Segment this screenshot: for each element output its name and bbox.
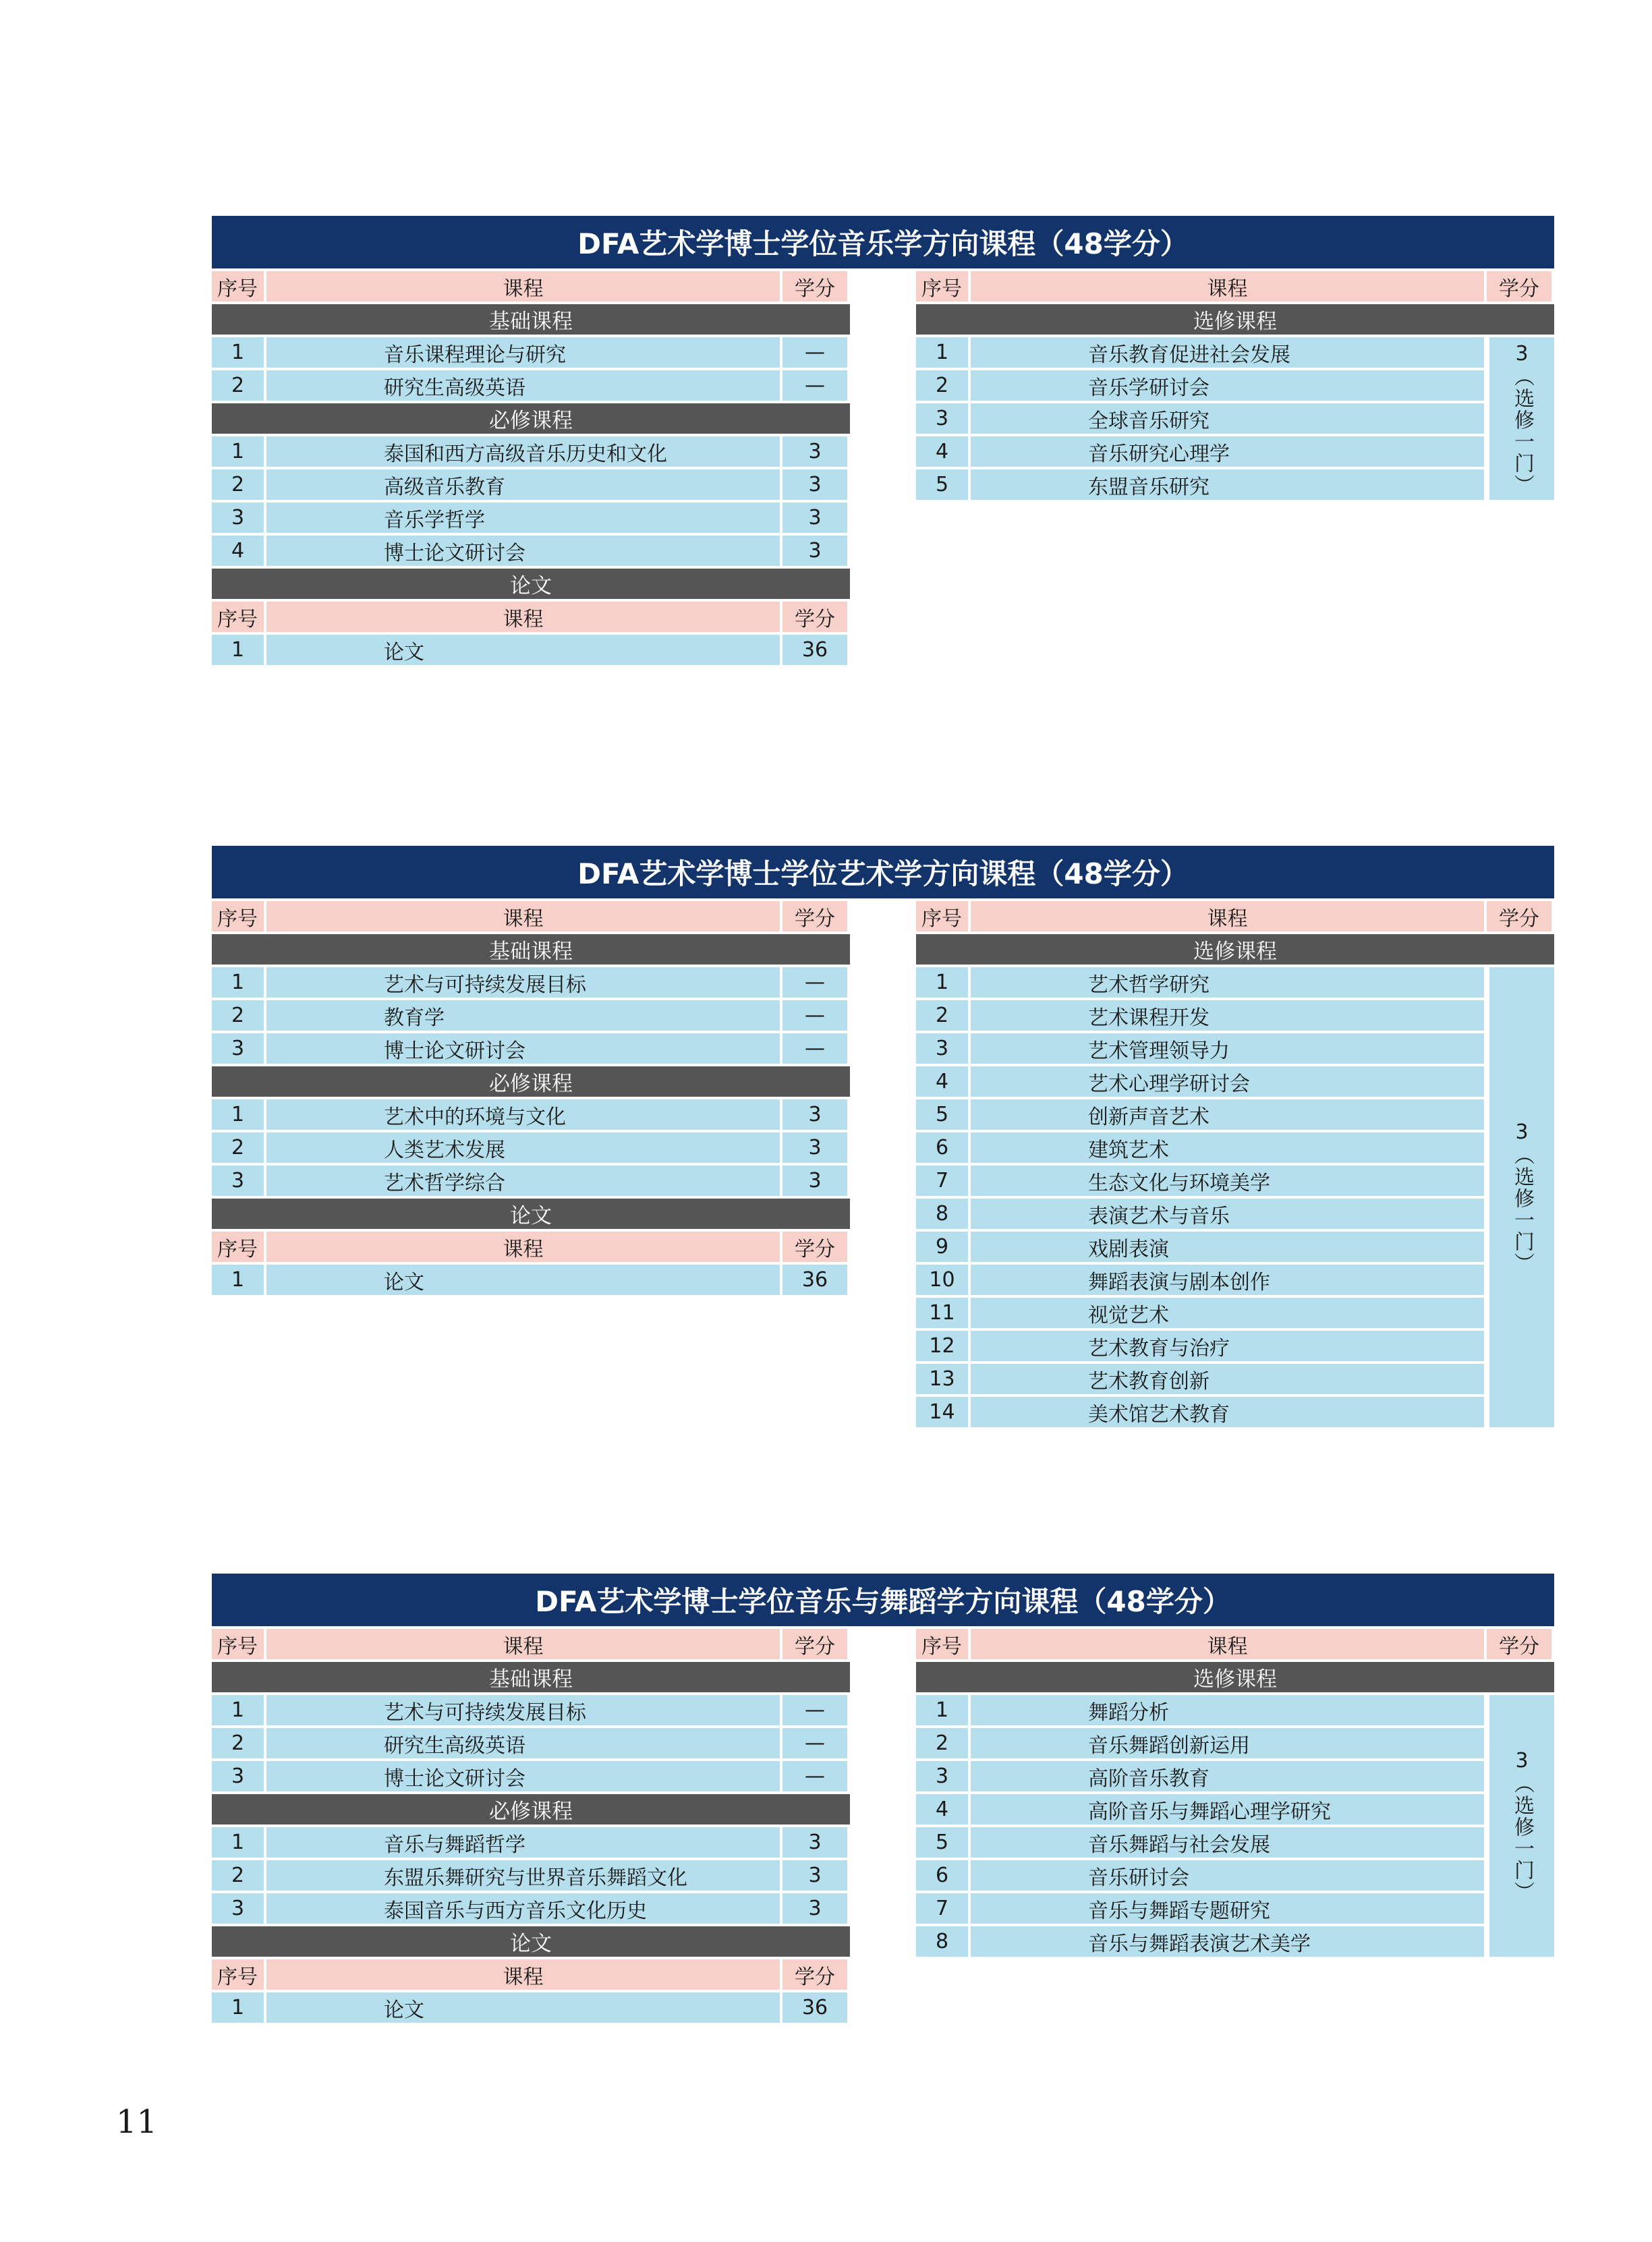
row-index: 3 (212, 502, 264, 533)
elective-table (916, 1629, 1554, 1957)
table-header-row (212, 271, 850, 301)
row-course: 艺术与可持续发展目标 (266, 1695, 780, 1725)
row-index: 6 (916, 1860, 968, 1891)
row-credit: — (782, 1033, 847, 1064)
row-index: 5 (916, 1827, 968, 1858)
section-label: 必修课程 (212, 403, 850, 434)
header-credit: 学分 (1487, 271, 1551, 301)
row-index: 3 (212, 1761, 264, 1791)
row-course: 高阶音乐教育 (971, 1761, 1484, 1791)
section-label: 论文 (212, 1199, 850, 1229)
row-index: 7 (916, 1893, 968, 1924)
table-row (212, 1265, 850, 1295)
table-header-row (916, 271, 1554, 301)
row-index: 11 (916, 1298, 968, 1328)
table-header-row (916, 901, 1554, 931)
table-row (212, 1992, 850, 2023)
elective-table (916, 901, 1554, 1427)
table-row (916, 1794, 1487, 1824)
row-index: 2 (212, 1728, 264, 1758)
row-credit: — (782, 1695, 847, 1725)
table-row (916, 1827, 1487, 1858)
row-course: 创新声音艺术 (971, 1099, 1484, 1130)
table-row (212, 1860, 850, 1891)
table-row (916, 1728, 1487, 1758)
elective-body (916, 1695, 1554, 1957)
row-index: 1 (212, 1265, 264, 1295)
row-course: 博士论文研讨会 (266, 1761, 780, 1791)
row-index: 2 (212, 1860, 264, 1891)
row-credit: — (782, 1000, 847, 1031)
row-index: 2 (916, 1728, 968, 1758)
table-row (916, 1860, 1487, 1891)
row-credit: — (782, 337, 847, 368)
section-label: 论文 (212, 569, 850, 599)
table-row (212, 1761, 850, 1791)
table-header-row (212, 1232, 850, 1262)
row-index: 14 (916, 1397, 968, 1427)
row-credit: 3 (782, 436, 847, 467)
row-credit: 3 (782, 1132, 847, 1163)
section-label: 选修课程 (916, 304, 1554, 335)
section-label: 基础课程 (212, 1662, 850, 1692)
row-index: 13 (916, 1364, 968, 1394)
header-index: 序号 (212, 1629, 264, 1659)
row-credit: 36 (782, 1992, 847, 2023)
table-row (916, 1132, 1487, 1163)
table-row (212, 1000, 850, 1031)
row-credit: 3 (782, 1860, 847, 1891)
header-index: 序号 (212, 271, 264, 301)
row-course: 论文 (266, 1265, 780, 1295)
row-index: 8 (916, 1926, 968, 1957)
row-index: 2 (212, 1000, 264, 1031)
row-credit: — (782, 1728, 847, 1758)
row-course: 艺术哲学研究 (971, 967, 1484, 998)
table-row (916, 1099, 1487, 1130)
table-header-row (212, 1629, 850, 1659)
header-credit: 学分 (782, 1232, 847, 1262)
elective-credit (1489, 967, 1554, 1427)
section-label: 基础课程 (212, 304, 850, 335)
table-row (916, 1761, 1487, 1791)
table-row (212, 436, 850, 467)
row-course: 音乐舞蹈与社会发展 (971, 1827, 1484, 1858)
row-index: 3 (212, 1166, 264, 1196)
elective-body (916, 337, 1554, 500)
section-label: 基础课程 (212, 934, 850, 965)
row-course: 人类艺术发展 (266, 1132, 780, 1163)
left-table (212, 271, 850, 665)
row-course: 表演艺术与音乐 (971, 1199, 1484, 1229)
row-index: 12 (916, 1331, 968, 1361)
table-row (212, 1893, 850, 1924)
table-row (916, 1066, 1487, 1097)
table-row (916, 1893, 1487, 1924)
row-course: 研究生高级英语 (266, 1728, 780, 1758)
table-row (916, 370, 1487, 401)
table-row (916, 967, 1487, 998)
header-course: 课程 (971, 901, 1484, 931)
row-index: 4 (916, 1066, 968, 1097)
row-credit: — (782, 967, 847, 998)
row-index: 3 (212, 1893, 264, 1924)
header-credit: 学分 (1487, 1629, 1551, 1659)
row-index: 7 (916, 1166, 968, 1196)
table-header-row (916, 1629, 1554, 1659)
row-course: 泰国和西方高级音乐历史和文化 (266, 436, 780, 467)
section-label: 选修课程 (916, 1662, 1554, 1692)
table-row (212, 370, 850, 401)
elective-rows (916, 1695, 1487, 1957)
table-row (212, 1033, 850, 1064)
row-course: 音乐研究心理学 (971, 436, 1484, 467)
row-course: 艺术课程开发 (971, 1000, 1484, 1031)
row-course: 泰国音乐与西方音乐文化历史 (266, 1893, 780, 1924)
row-course: 美术馆艺术教育 (971, 1397, 1484, 1427)
row-credit: — (782, 370, 847, 401)
row-course: 艺术中的环境与文化 (266, 1099, 780, 1130)
row-index: 2 (212, 1132, 264, 1163)
elective-rows (916, 337, 1487, 500)
row-course: 戏剧表演 (971, 1232, 1484, 1262)
row-index: 2 (916, 370, 968, 401)
row-index: 3 (916, 1033, 968, 1064)
header-index: 序号 (916, 1629, 968, 1659)
row-credit: 3 (782, 1099, 847, 1130)
row-index: 1 (212, 436, 264, 467)
table-row (916, 1298, 1487, 1328)
row-index: 1 (212, 1992, 264, 2023)
table-header-row (212, 602, 850, 632)
row-course: 视觉艺术 (971, 1298, 1484, 1328)
row-course: 东盟音乐研究 (971, 469, 1484, 500)
table-header-row (212, 901, 850, 931)
row-course: 论文 (266, 635, 780, 665)
row-course: 音乐学研讨会 (971, 370, 1484, 401)
table-title: DFA艺术学博士学位音乐学方向课程（48学分） (212, 216, 1554, 268)
section-label: 选修课程 (916, 934, 1554, 965)
table-row (916, 1265, 1487, 1295)
row-course: 艺术心理学研讨会 (971, 1066, 1484, 1097)
row-credit: 3 (782, 1166, 847, 1196)
table-row (916, 1926, 1487, 1957)
row-course: 音乐与舞蹈哲学 (266, 1827, 780, 1858)
header-course: 课程 (266, 1959, 780, 1990)
row-course: 艺术管理领导力 (971, 1033, 1484, 1064)
header-credit: 学分 (1487, 901, 1551, 931)
header-index: 序号 (212, 1959, 264, 1990)
row-course: 音乐学哲学 (266, 502, 780, 533)
table-row (916, 337, 1487, 368)
header-course: 课程 (266, 1232, 780, 1262)
row-index: 3 (212, 1033, 264, 1064)
header-course: 课程 (266, 271, 780, 301)
row-index: 5 (916, 469, 968, 500)
row-course: 音乐舞蹈创新运用 (971, 1728, 1484, 1758)
row-course: 高级音乐教育 (266, 469, 780, 500)
row-credit: — (782, 1761, 847, 1791)
row-index: 8 (916, 1199, 968, 1229)
header-index: 序号 (212, 1232, 264, 1262)
row-course: 音乐课程理论与研究 (266, 337, 780, 368)
row-course: 高阶音乐与舞蹈心理学研究 (971, 1794, 1484, 1824)
row-index: 1 (916, 1695, 968, 1725)
table-row (916, 436, 1487, 467)
row-index: 5 (916, 1099, 968, 1130)
row-credit: 3 (782, 1827, 847, 1858)
row-course: 全球音乐研究 (971, 403, 1484, 434)
header-credit: 学分 (782, 1959, 847, 1990)
table-row (916, 1232, 1487, 1262)
row-index: 1 (212, 1099, 264, 1130)
row-index: 4 (212, 536, 264, 566)
elective-credit-number: 3 (1515, 341, 1529, 366)
table-row (916, 1199, 1487, 1229)
row-credit: 36 (782, 635, 847, 665)
header-course: 课程 (971, 1629, 1484, 1659)
header-course: 课程 (266, 602, 780, 632)
table-row (916, 1695, 1487, 1725)
row-index: 2 (916, 1000, 968, 1031)
elective-body (916, 967, 1554, 1427)
table-row (212, 635, 850, 665)
row-course: 音乐教育促进社会发展 (971, 337, 1484, 368)
header-index: 序号 (916, 901, 968, 931)
row-course: 东盟乐舞研究与世界音乐舞蹈文化 (266, 1860, 780, 1891)
row-index: 4 (916, 436, 968, 467)
row-course: 艺术教育创新 (971, 1364, 1484, 1394)
row-index: 1 (212, 337, 264, 368)
elective-credit (1489, 1695, 1554, 1957)
header-course: 课程 (266, 901, 780, 931)
row-course: 艺术教育与治疗 (971, 1331, 1484, 1361)
table-row (212, 1099, 850, 1130)
elective-credit-number: 3 (1515, 1120, 1529, 1144)
course-table-block (212, 1574, 1554, 2023)
left-table (212, 901, 850, 1295)
header-credit: 学分 (782, 271, 847, 301)
left-table (212, 1629, 850, 2023)
row-index: 2 (212, 370, 264, 401)
header-credit: 学分 (782, 1629, 847, 1659)
row-course: 生态文化与环境美学 (971, 1166, 1484, 1196)
row-index: 3 (916, 403, 968, 434)
table-row (212, 967, 850, 998)
table-row (916, 1397, 1487, 1427)
elective-credit-note: （选修一门） (1510, 1145, 1534, 1274)
elective-table (916, 271, 1554, 500)
row-index: 1 (916, 337, 968, 368)
row-index: 9 (916, 1232, 968, 1262)
row-credit: 3 (782, 1893, 847, 1924)
row-course: 建筑艺术 (971, 1132, 1484, 1163)
table-row (916, 469, 1487, 500)
header-course: 课程 (971, 271, 1484, 301)
row-course: 音乐与舞蹈专题研究 (971, 1893, 1484, 1924)
table-title: DFA艺术学博士学位音乐与舞蹈学方向课程（48学分） (212, 1574, 1554, 1626)
table-row (212, 1132, 850, 1163)
row-course: 教育学 (266, 1000, 780, 1031)
row-credit: 3 (782, 502, 847, 533)
row-index: 3 (916, 1761, 968, 1791)
header-course: 课程 (266, 1629, 780, 1659)
table-row (916, 1331, 1487, 1361)
row-index: 1 (212, 967, 264, 998)
table-row (212, 1728, 850, 1758)
header-index: 序号 (212, 602, 264, 632)
row-course: 博士论文研讨会 (266, 1033, 780, 1064)
course-table-block (212, 846, 1554, 1427)
table-row (212, 1166, 850, 1196)
header-index: 序号 (916, 271, 968, 301)
row-course: 艺术哲学综合 (266, 1166, 780, 1196)
row-index: 2 (212, 469, 264, 500)
table-row (916, 1000, 1487, 1031)
table-row (916, 403, 1487, 434)
table-row (916, 1166, 1487, 1196)
table-row (212, 469, 850, 500)
row-course: 博士论文研讨会 (266, 536, 780, 566)
table-header-row (212, 1959, 850, 1990)
row-credit: 3 (782, 469, 847, 500)
row-course: 音乐与舞蹈表演艺术美学 (971, 1926, 1484, 1957)
row-course: 舞蹈分析 (971, 1695, 1484, 1725)
table-columns (212, 271, 1554, 665)
row-index: 1 (916, 967, 968, 998)
section-label: 必修课程 (212, 1794, 850, 1824)
table-columns (212, 901, 1554, 1427)
table-row (212, 1827, 850, 1858)
table-columns (212, 1629, 1554, 2023)
row-course: 艺术与可持续发展目标 (266, 967, 780, 998)
table-title: DFA艺术学博士学位艺术学方向课程（48学分） (212, 846, 1554, 898)
page-number: 11 (116, 2103, 158, 2141)
row-course: 音乐研讨会 (971, 1860, 1484, 1891)
row-course: 论文 (266, 1992, 780, 2023)
table-row (916, 1033, 1487, 1064)
row-index: 1 (212, 635, 264, 665)
elective-rows (916, 967, 1487, 1427)
row-index: 4 (916, 1794, 968, 1824)
table-row (212, 536, 850, 566)
elective-credit (1489, 337, 1554, 500)
header-credit: 学分 (782, 901, 847, 931)
row-index: 10 (916, 1265, 968, 1295)
table-row (212, 1695, 850, 1725)
table-row (212, 337, 850, 368)
header-credit: 学分 (782, 602, 847, 632)
row-index: 1 (212, 1695, 264, 1725)
elective-credit-note: （选修一门） (1510, 366, 1534, 496)
row-course: 研究生高级英语 (266, 370, 780, 401)
elective-credit-note: （选修一门） (1510, 1773, 1534, 1903)
row-index: 1 (212, 1827, 264, 1858)
table-row (916, 1364, 1487, 1394)
elective-credit-number: 3 (1515, 1749, 1529, 1773)
section-label: 必修课程 (212, 1066, 850, 1097)
row-credit: 36 (782, 1265, 847, 1295)
row-course: 舞蹈表演与剧本创作 (971, 1265, 1484, 1295)
table-row (212, 502, 850, 533)
section-label: 论文 (212, 1926, 850, 1957)
row-credit: 3 (782, 536, 847, 566)
course-table-block (212, 216, 1554, 665)
header-index: 序号 (212, 901, 264, 931)
row-index: 6 (916, 1132, 968, 1163)
